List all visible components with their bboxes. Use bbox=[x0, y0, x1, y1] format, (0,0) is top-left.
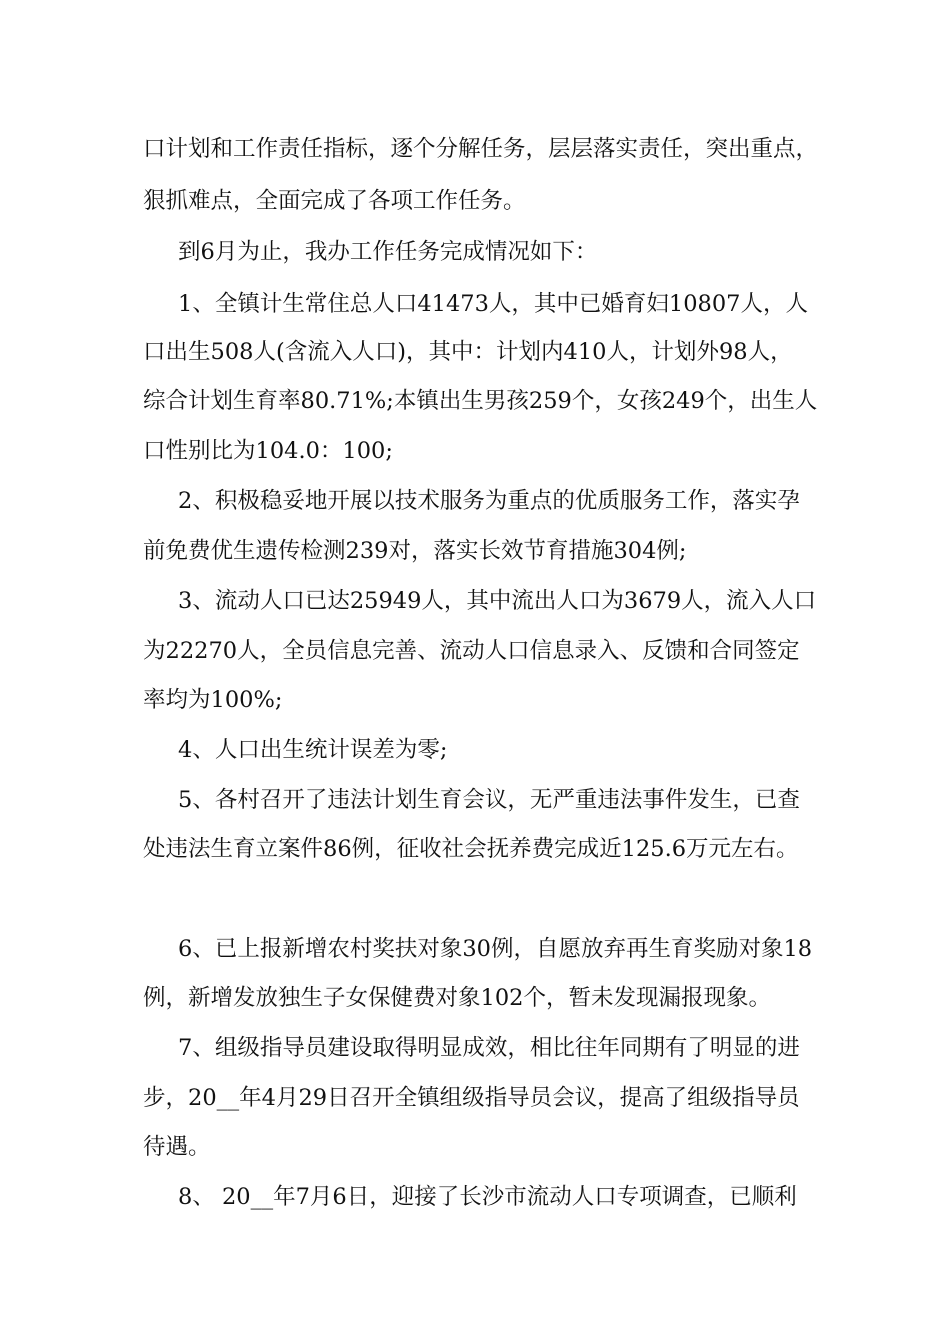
paragraph-line: 3、流动人口已达25949人，其中流出人口为3679人，流入人口 bbox=[178, 588, 817, 614]
paragraph-line: 7、组级指导员建设取得明显成效，相比往年同期有了明显的进 bbox=[178, 1035, 800, 1061]
paragraph-line: 综合计划生育率80.71%;本镇出生男孩259个，女孩249个，出生人 bbox=[143, 388, 818, 414]
paragraph-line: 4、人口出生统计误差为零; bbox=[178, 737, 448, 763]
paragraph-line: 处违法生育立案件86例，征收社会抚养费完成近125.6万元左右。 bbox=[143, 836, 799, 862]
paragraph-line: 率均为100%; bbox=[143, 687, 283, 713]
paragraph-line: 5、各村召开了违法计划生育会议，无严重违法事件发生，已查 bbox=[178, 787, 800, 813]
paragraph-line: 为22270人，全员信息完善、流动人口信息录入、反馈和合同签定 bbox=[143, 638, 800, 664]
paragraph-line: 口计划和工作责任指标，逐个分解任务，层层落实责任，突出重点， bbox=[143, 136, 819, 162]
paragraph-line: 口性别比为104.0：100; bbox=[143, 438, 393, 464]
paragraph-line: 到6月为止，我办工作任务完成情况如下： bbox=[178, 239, 598, 265]
paragraph-line: 1、全镇计生常住总人口41473人，其中已婚育妇10807人，人 bbox=[178, 291, 808, 317]
paragraph-line: 8、 20__年7月6日，迎接了长沙市流动人口专项调查，已顺利 bbox=[178, 1184, 797, 1210]
paragraph-line: 前免费优生遗传检测239对，落实长效节育措施304例; bbox=[143, 538, 687, 564]
paragraph-line: 6、已上报新增农村奖扶对象30例，自愿放弃再生育奖励对象18 bbox=[178, 936, 813, 962]
paragraph-line: 例，新增发放独生子女保健费对象102个，暂未发现漏报现象。 bbox=[143, 985, 771, 1011]
paragraph-line: 2、积极稳妥地开展以技术服务为重点的优质服务工作，落实孕 bbox=[178, 488, 800, 514]
paragraph-line: 口出生508人(含流入人口)，其中：计划内410人，计划外98人， bbox=[143, 339, 793, 365]
paragraph-line: 狠抓难点，全面完成了各项工作任务。 bbox=[143, 188, 526, 214]
paragraph-line: 步，20__年4月29日召开全镇组级指导员会议，提高了组级指导员 bbox=[143, 1085, 800, 1111]
paragraph-line: 待遇。 bbox=[143, 1134, 211, 1160]
